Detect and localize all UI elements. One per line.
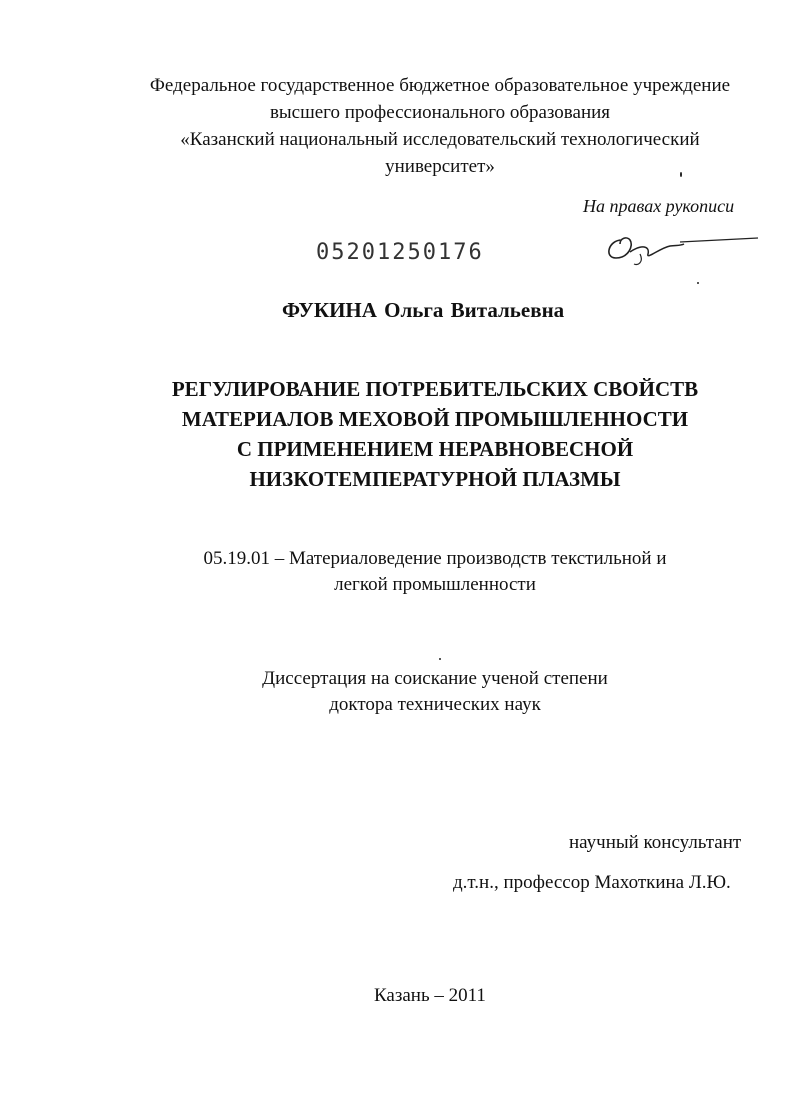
- specialty-code: [110, 546, 760, 598]
- author-name: ФУКИНА Ольга Витальевна: [282, 298, 565, 322]
- institution-line-3: «Казанский национальный исследовательский технологический: [180, 129, 700, 150]
- archive-number-stamp: 05201250176: [316, 240, 484, 265]
- dissertation-title: [110, 374, 760, 494]
- title-line-2: МАТЕРИАЛОВ МЕХОВОЙ ПРОМЫШЛЕННОСТИ: [181, 407, 689, 431]
- title-line-1: РЕГУЛИРОВАНИЕ ПОТРЕБИТЕЛЬСКИХ СВОЙСТВ: [171, 377, 699, 401]
- advisor-name: д.т.н., профессор Махоткина Л.Ю.: [453, 872, 731, 893]
- city-and-year: Казань – 2011: [374, 985, 486, 1006]
- scan-speck: [439, 658, 441, 660]
- specialty-line-1: 05.19.01 – Материаловедение производств текстильной и: [203, 548, 667, 569]
- degree-statement: [110, 666, 760, 718]
- title-line-3: С ПРИМЕНЕНИЕМ НЕРАВНОВЕСНОЙ: [236, 437, 634, 461]
- scan-speck: [680, 172, 682, 177]
- institution-line-2: высшего профессионального образования: [269, 102, 611, 123]
- institution-header: [80, 72, 794, 180]
- manuscript-rights-note: На правах рукописи: [583, 196, 735, 216]
- institution-line-1: Федеральное государственное бюджетное образовательное учреждение: [149, 75, 731, 96]
- degree-line-2: доктора технических наук: [329, 694, 541, 715]
- institution-line-4: университет»: [385, 156, 495, 177]
- specialty-line-2: легкой промышленности: [334, 574, 536, 595]
- scan-speck: [697, 282, 699, 284]
- degree-line-1: Диссертация на соискание ученой степени: [262, 668, 608, 689]
- advisor-role: научный консультант: [569, 832, 742, 853]
- title-line-4: НИЗКОТЕМПЕРАТУРНОЙ ПЛАЗМЫ: [249, 467, 621, 491]
- handwritten-signature: [600, 226, 760, 266]
